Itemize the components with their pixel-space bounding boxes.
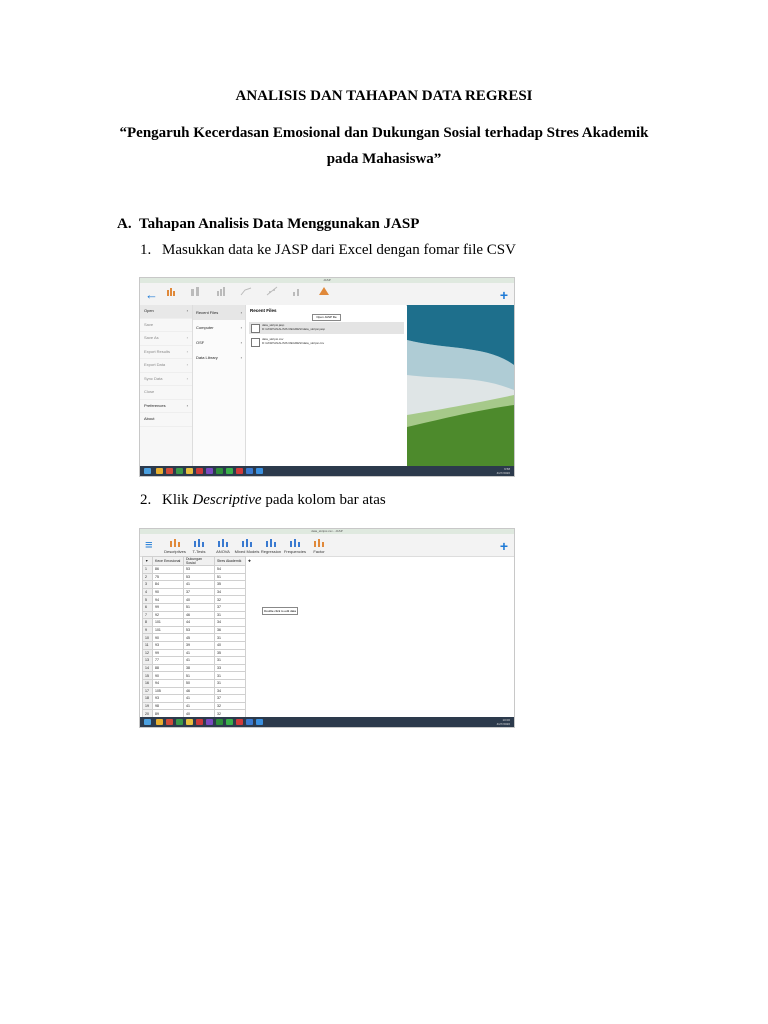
menu-item-label: Export Data bbox=[144, 362, 166, 367]
step-2-text-post: pada kolom bar atas bbox=[261, 492, 386, 508]
data-cell[interactable]: 31 bbox=[215, 611, 246, 619]
table-row bbox=[143, 566, 254, 574]
row-number: 9 bbox=[143, 626, 153, 634]
app-icon[interactable] bbox=[236, 468, 243, 474]
data-cell[interactable]: 53 bbox=[184, 566, 215, 574]
chevron-right-icon: › bbox=[186, 402, 188, 408]
data-cell[interactable]: 41 bbox=[184, 657, 215, 665]
toolbar-label[interactable]: Descriptives bbox=[164, 549, 186, 554]
regression-icon[interactable] bbox=[266, 286, 278, 296]
mixed-models-icon[interactable] bbox=[241, 537, 253, 547]
screenshot-jasp-data-view bbox=[139, 528, 515, 728]
data-cell[interactable]: 90 bbox=[153, 672, 184, 680]
jasp-toolbar bbox=[140, 534, 514, 557]
table-row bbox=[143, 664, 254, 672]
recent-files-panel bbox=[246, 305, 406, 466]
data-cell[interactable]: 31 bbox=[215, 634, 246, 642]
anova-icon[interactable] bbox=[216, 286, 228, 296]
menu-item-label: Save bbox=[144, 321, 154, 327]
menu-item-label: Save As bbox=[144, 335, 159, 340]
data-cell[interactable]: 41 bbox=[184, 702, 215, 710]
data-cell[interactable]: 38 bbox=[184, 664, 215, 672]
table-row bbox=[143, 573, 254, 581]
chevron-right-icon: › bbox=[240, 310, 242, 315]
submenu-item-label: OSF bbox=[196, 340, 205, 345]
file-menu-item[interactable] bbox=[140, 332, 192, 346]
section-title: Tahapan Analisis Data Menggunakan JASP bbox=[139, 216, 420, 232]
chevron-right-icon: › bbox=[186, 348, 188, 354]
column-header[interactable]: Dukungan Sosial bbox=[184, 557, 215, 566]
step-1-text: Masukkan data ke JASP dari Excel dengan fomar file CSV bbox=[162, 242, 516, 258]
data-cell[interactable]: 51 bbox=[184, 603, 215, 611]
jasp-icon[interactable] bbox=[256, 719, 263, 725]
data-cell[interactable]: 32 bbox=[215, 596, 246, 604]
factor-icon[interactable] bbox=[313, 537, 325, 547]
data-cell[interactable]: 92 bbox=[153, 611, 184, 619]
window-title: JASP bbox=[140, 278, 514, 283]
jasp-icon[interactable] bbox=[256, 468, 263, 474]
app-icon[interactable] bbox=[176, 468, 183, 474]
data-cell[interactable]: 86 bbox=[153, 566, 184, 574]
menu-item-label: About bbox=[144, 416, 155, 421]
app-icon[interactable] bbox=[206, 719, 213, 725]
step-2 bbox=[140, 492, 386, 509]
step-2-number: 2. bbox=[140, 492, 152, 508]
recent-file-item[interactable]: data_skripsi.jasp D:\JASP\ANALISIS REGRESI\data_skripsi.jasp bbox=[249, 322, 404, 334]
menu-item-label: Export Results bbox=[144, 348, 171, 354]
file-menu-item[interactable] bbox=[140, 373, 192, 387]
row-number: 19 bbox=[143, 702, 153, 710]
tooltip: Open JASP file bbox=[312, 314, 341, 321]
descriptives-icon[interactable] bbox=[166, 286, 178, 296]
screenshot-jasp-open-menu bbox=[139, 277, 515, 477]
menu-item-label: Close bbox=[144, 389, 155, 394]
data-cell[interactable]: 98 bbox=[153, 702, 184, 710]
submenu-item-label: Data Library bbox=[196, 355, 218, 360]
descriptives-icon[interactable] bbox=[169, 537, 181, 547]
data-cell[interactable]: 75 bbox=[153, 573, 184, 581]
row-number: 15 bbox=[143, 672, 153, 680]
file-menu bbox=[140, 305, 193, 466]
row-number: 3 bbox=[143, 581, 153, 589]
tooltip: Double click to edit data bbox=[262, 607, 298, 615]
jasp-welcome-artwork bbox=[407, 305, 514, 466]
toolbar-label[interactable]: Factor bbox=[313, 549, 325, 554]
mixed-models-icon[interactable] bbox=[240, 286, 252, 296]
open-submenu bbox=[193, 305, 246, 466]
column-header[interactable]: Kece Emosional bbox=[153, 557, 184, 566]
toolbar-label[interactable]: Mixed Models bbox=[234, 549, 260, 554]
file-menu-item[interactable] bbox=[140, 359, 192, 373]
t-test-icon[interactable] bbox=[190, 286, 202, 296]
app-icon[interactable] bbox=[206, 468, 213, 474]
file-menu-item[interactable] bbox=[140, 305, 192, 319]
row-number: 14 bbox=[143, 664, 153, 672]
app-icon[interactable] bbox=[226, 468, 233, 474]
data-cell[interactable]: 94 bbox=[153, 679, 184, 687]
table-row bbox=[143, 581, 254, 589]
windows-taskbar bbox=[140, 717, 514, 727]
subtitle-line-2: pada Mahasiswa” bbox=[326, 151, 442, 167]
row-number: 4 bbox=[143, 588, 153, 596]
row-number: 2 bbox=[143, 573, 153, 581]
data-cell[interactable]: 88 bbox=[153, 664, 184, 672]
step-1 bbox=[140, 242, 516, 259]
app-icon[interactable] bbox=[166, 719, 173, 725]
menu-item-label: Open bbox=[144, 308, 154, 313]
toolbar-label[interactable]: ANOVA bbox=[216, 549, 230, 554]
step-2-emphasis: Descriptive bbox=[192, 492, 262, 508]
submenu-item[interactable] bbox=[193, 350, 245, 365]
section-letter: A. bbox=[117, 216, 132, 232]
table-row bbox=[143, 596, 254, 604]
data-cell[interactable]: 94 bbox=[153, 596, 184, 604]
data-cell[interactable]: 37 bbox=[215, 603, 246, 611]
plus-icon[interactable]: + bbox=[499, 287, 508, 303]
subtitle-line-1: “Pengaruh Kecerdasan Emosional dan Dukungan Sosial terhadap Stres Akademik bbox=[119, 125, 649, 141]
chevron-right-icon: › bbox=[240, 325, 242, 330]
data-cell[interactable]: 105 bbox=[153, 687, 184, 695]
file-menu-item[interactable] bbox=[140, 386, 192, 400]
table-row bbox=[143, 603, 254, 611]
data-cell[interactable]: 34 bbox=[215, 687, 246, 695]
excel-icon[interactable] bbox=[216, 719, 223, 725]
table-row bbox=[143, 695, 254, 703]
submenu-item[interactable] bbox=[193, 305, 245, 320]
data-cell[interactable]: 90 bbox=[153, 634, 184, 642]
data-cell[interactable]: 51 bbox=[215, 573, 246, 581]
data-cell[interactable]: 34 bbox=[215, 619, 246, 627]
app-icon[interactable] bbox=[176, 719, 183, 725]
data-cell[interactable]: 54 bbox=[215, 566, 246, 574]
table-row bbox=[143, 619, 254, 627]
data-cell[interactable]: 41 bbox=[184, 649, 215, 657]
table-row bbox=[143, 672, 254, 680]
factor-icon[interactable] bbox=[318, 286, 330, 296]
table-row bbox=[143, 687, 254, 695]
table-row bbox=[143, 657, 254, 665]
table-row bbox=[143, 588, 254, 596]
data-cell[interactable]: 41 bbox=[184, 581, 215, 589]
data-cell[interactable]: 31 bbox=[215, 672, 246, 680]
data-cell[interactable]: 101 bbox=[153, 619, 184, 627]
row-number: 8 bbox=[143, 619, 153, 627]
row-number: 17 bbox=[143, 687, 153, 695]
data-cell[interactable]: 36 bbox=[215, 626, 246, 634]
data-cell[interactable]: 40 bbox=[184, 710, 215, 718]
frequencies-icon[interactable] bbox=[289, 537, 301, 547]
data-cell[interactable]: 37 bbox=[215, 695, 246, 703]
data-cell[interactable]: 77 bbox=[153, 657, 184, 665]
app-icon[interactable] bbox=[226, 719, 233, 725]
document-subtitle bbox=[90, 120, 678, 172]
data-cell[interactable]: 89 bbox=[153, 710, 184, 718]
app-icon[interactable] bbox=[166, 468, 173, 474]
data-grid bbox=[142, 556, 266, 718]
row-number: 11 bbox=[143, 641, 153, 649]
table-row bbox=[143, 649, 254, 657]
table-row bbox=[143, 641, 254, 649]
chevron-right-icon: › bbox=[186, 362, 188, 367]
taskbar-clock: 9:58 4/27/2020 bbox=[496, 467, 510, 475]
window-title: data_skripsi.csv - JASP bbox=[140, 529, 514, 534]
submenu-item[interactable] bbox=[193, 320, 245, 335]
data-cell[interactable]: 50 bbox=[184, 679, 215, 687]
row-number: 13 bbox=[143, 657, 153, 665]
row-number: 12 bbox=[143, 649, 153, 657]
data-cell[interactable]: 33 bbox=[215, 664, 246, 672]
row-number: 16 bbox=[143, 679, 153, 687]
data-cell[interactable]: 53 bbox=[184, 626, 215, 634]
row-number: 7 bbox=[143, 611, 153, 619]
table-row bbox=[143, 679, 254, 687]
file-menu-item[interactable] bbox=[140, 413, 192, 427]
table-row bbox=[143, 626, 254, 634]
row-number: 5 bbox=[143, 596, 153, 604]
back-arrow-icon[interactable]: ← bbox=[145, 287, 158, 302]
app-icon[interactable] bbox=[186, 719, 193, 725]
step-1-number: 1. bbox=[140, 242, 152, 258]
regression-icon[interactable] bbox=[265, 537, 277, 547]
recent-files-header: Recent Files bbox=[250, 308, 277, 313]
anova-icon[interactable] bbox=[217, 537, 229, 547]
file-menu-item[interactable] bbox=[140, 346, 192, 360]
toolbar-label[interactable]: Frequencies bbox=[283, 549, 306, 554]
data-cell[interactable]: 37 bbox=[184, 588, 215, 596]
submenu-item-label: Recent Files bbox=[196, 310, 219, 315]
file-menu-item[interactable] bbox=[140, 319, 192, 333]
data-cell[interactable]: 31 bbox=[215, 679, 246, 687]
column-header[interactable]: Stres Akademik bbox=[215, 557, 246, 566]
app-icon[interactable] bbox=[246, 468, 253, 474]
app-icon[interactable] bbox=[236, 719, 243, 725]
taskbar-clock: 10:00 4/27/2020 bbox=[496, 718, 510, 726]
toolbar-label[interactable]: T-Tests bbox=[192, 549, 206, 554]
data-cell[interactable]: 90 bbox=[153, 588, 184, 596]
file-icon bbox=[251, 324, 260, 333]
excel-icon[interactable] bbox=[216, 468, 223, 474]
folder-icon[interactable] bbox=[156, 719, 163, 725]
chevron-right-icon: › bbox=[240, 340, 242, 345]
document-title: ANALISIS DAN TAHAPAN DATA REGRESI bbox=[235, 88, 533, 104]
data-cell[interactable]: 40 bbox=[215, 641, 246, 649]
data-cell[interactable]: 51 bbox=[184, 672, 215, 680]
start-icon[interactable] bbox=[144, 468, 151, 474]
menu-item-label: Sync Data bbox=[144, 375, 163, 381]
menu-item-label: Preferences bbox=[144, 402, 166, 408]
chevron-right-icon: › bbox=[186, 335, 188, 340]
data-cell[interactable]: 35 bbox=[215, 649, 246, 657]
recent-file-item[interactable]: data_skripsi.csv D:\JASP\ANALISIS REGRESI\data_skripsi.csv bbox=[249, 336, 404, 348]
filter-icon[interactable]: ▼ bbox=[143, 557, 153, 566]
data-cell[interactable]: 93 bbox=[153, 695, 184, 703]
start-icon[interactable] bbox=[144, 719, 151, 725]
chevron-right-icon: › bbox=[186, 308, 188, 313]
row-number: 18 bbox=[143, 695, 153, 703]
data-cell[interactable]: 46 bbox=[184, 611, 215, 619]
submenu-item-label: Computer bbox=[196, 325, 214, 330]
t-tests-icon[interactable] bbox=[193, 537, 205, 547]
windows-taskbar bbox=[140, 466, 514, 476]
section-heading bbox=[117, 216, 419, 233]
submenu-item[interactable] bbox=[193, 335, 245, 350]
data-cell[interactable]: 93 bbox=[153, 641, 184, 649]
hamburger-menu-icon[interactable]: ≡ bbox=[145, 537, 153, 552]
table-row bbox=[143, 702, 254, 710]
data-cell[interactable]: 99 bbox=[153, 603, 184, 611]
data-cell[interactable]: 45 bbox=[184, 634, 215, 642]
file-icon bbox=[251, 338, 260, 347]
data-cell[interactable]: 34 bbox=[215, 588, 246, 596]
row-number: 20 bbox=[143, 710, 153, 718]
add-column-icon[interactable]: ✚ bbox=[248, 559, 251, 563]
row-number: 10 bbox=[143, 634, 153, 642]
toolbar-label[interactable]: Regression bbox=[260, 549, 282, 554]
app-icon[interactable] bbox=[246, 719, 253, 725]
data-cell[interactable]: 39 bbox=[184, 641, 215, 649]
app-icon[interactable] bbox=[196, 719, 203, 725]
frequencies-icon[interactable] bbox=[292, 286, 304, 296]
data-cell[interactable]: 99 bbox=[153, 649, 184, 657]
row-number: 6 bbox=[143, 603, 153, 611]
folder-icon[interactable] bbox=[156, 468, 163, 474]
data-cell[interactable]: 84 bbox=[153, 581, 184, 589]
app-icon[interactable] bbox=[196, 468, 203, 474]
data-cell[interactable]: 53 bbox=[184, 573, 215, 581]
app-icon[interactable] bbox=[186, 468, 193, 474]
data-cell[interactable]: 44 bbox=[184, 619, 215, 627]
data-cell[interactable]: 32 bbox=[215, 710, 246, 718]
step-2-text-pre: Klik bbox=[162, 492, 193, 508]
data-cell[interactable]: 31 bbox=[215, 657, 246, 665]
table-row bbox=[143, 611, 254, 619]
data-cell[interactable]: 40 bbox=[184, 596, 215, 604]
data-cell[interactable]: 46 bbox=[184, 687, 215, 695]
data-cell[interactable]: 101 bbox=[153, 626, 184, 634]
row-number: 1 bbox=[143, 566, 153, 574]
data-cell[interactable]: 35 bbox=[215, 581, 246, 589]
chevron-right-icon: › bbox=[186, 375, 188, 381]
jasp-toolbar bbox=[140, 283, 514, 306]
file-menu-item[interactable] bbox=[140, 400, 192, 414]
data-cell[interactable]: 32 bbox=[215, 702, 246, 710]
chevron-right-icon: › bbox=[240, 355, 242, 360]
data-cell[interactable]: 41 bbox=[184, 695, 215, 703]
table-row bbox=[143, 634, 254, 642]
plus-icon[interactable]: + bbox=[499, 538, 508, 554]
